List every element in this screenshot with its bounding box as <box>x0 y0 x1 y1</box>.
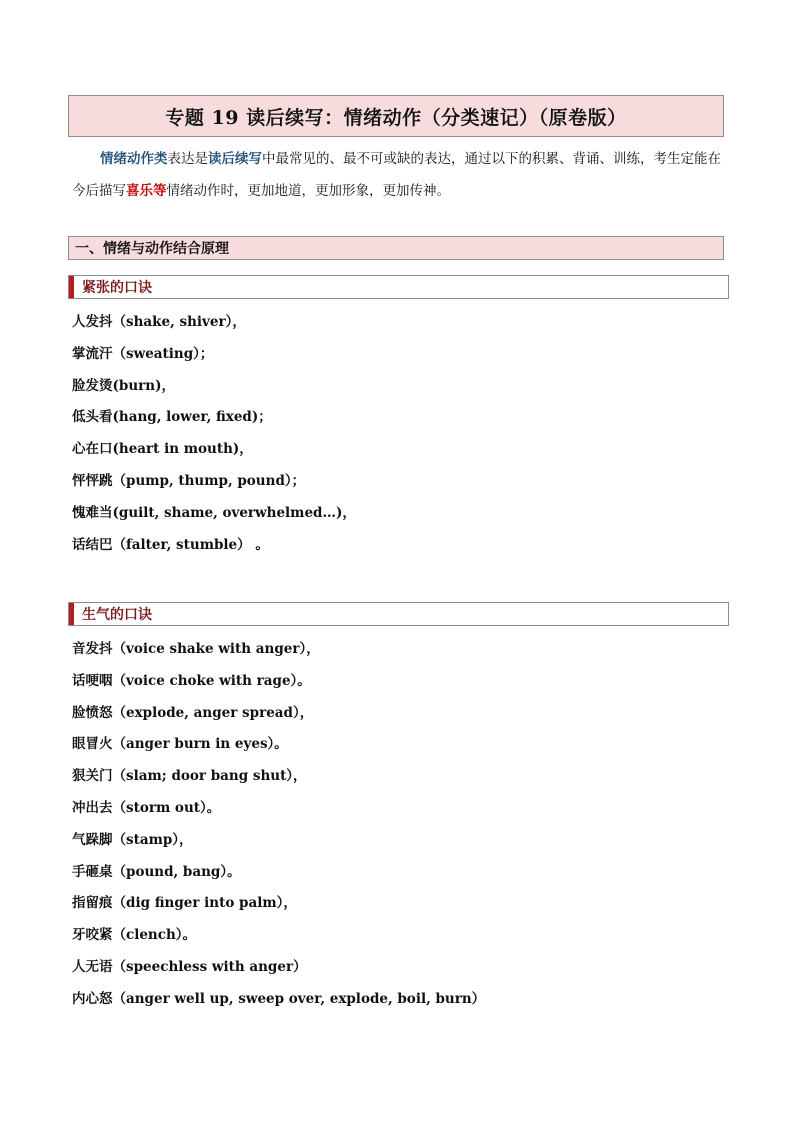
list-item: 牙咬紧（clench）。 <box>72 927 197 944</box>
list-item: 狠关门（slam; door bang shut）， <box>72 768 307 785</box>
list-item: 指留痕（dig finger into palm）， <box>72 895 297 912</box>
list-item: 气跺脚（stamp）， <box>72 831 193 848</box>
intro-text-2: 中最常见的、最不可或缺的表达，通过以下的积累、背诵、训练，考生定能在今后描写 <box>72 151 721 199</box>
subheading-nervous-label: 紧张的口诀 <box>82 280 152 296</box>
intro-text-1: 表达是 <box>167 151 208 167</box>
list-item: 手砸桌（pound, bang）。 <box>72 863 241 880</box>
list-item: 愧难当(guilt, shame, overwhelmed…)， <box>72 504 356 521</box>
list-item: 心在口(heart in mouth)， <box>72 441 253 458</box>
heading-marker <box>69 603 74 625</box>
list-item: 冲出去（storm out）。 <box>72 799 221 816</box>
list-item: 音发抖（voice shake with anger）， <box>72 641 320 657</box>
list-item: 怦怦跳（pump, thump, pound）； <box>72 472 306 489</box>
subheading-nervous <box>68 275 729 299</box>
intro-term-continuation-writing: 读后续写 <box>208 151 262 167</box>
intro-text-3: 情绪动作时，更加地道，更加形象，更加传神。 <box>166 183 450 199</box>
page-title: 专题 19 读后续写：情绪动作（分类速记）（原卷版） <box>68 95 724 137</box>
subheading-angry-label: 生气的口诀 <box>82 607 152 623</box>
list-item: 话结巴（falter, stumble） 。 <box>72 536 269 553</box>
angry-list <box>72 634 485 1016</box>
nervous-list <box>72 307 356 561</box>
heading-marker <box>69 276 74 298</box>
list-item: 脸愤怒（explode, anger spread）， <box>72 704 314 721</box>
list-item: 人发抖（shake, shiver）， <box>72 314 246 330</box>
intro-paragraph <box>72 143 724 207</box>
intro-term-emotion-actions: 情绪动作类 <box>100 151 168 167</box>
list-item: 内心怒（anger well up, sweep over, explode, boil, burn） <box>72 990 486 1007</box>
subheading-angry <box>68 602 729 626</box>
list-item: 眼冒火（anger burn in eyes）。 <box>72 736 288 753</box>
list-item: 脸发烫(burn)， <box>72 377 175 394</box>
section-heading-principles: 一、情绪与动作结合原理 <box>68 236 724 260</box>
list-item: 人无语（speechless with anger） <box>72 958 307 975</box>
intro-term-joy: 喜乐等 <box>126 183 167 199</box>
list-item: 低头看(hang, lower, fixed)； <box>72 409 272 426</box>
list-item: 话哽咽（voice choke with rage）。 <box>72 672 311 689</box>
list-item: 掌流汗（sweating）； <box>72 345 214 362</box>
